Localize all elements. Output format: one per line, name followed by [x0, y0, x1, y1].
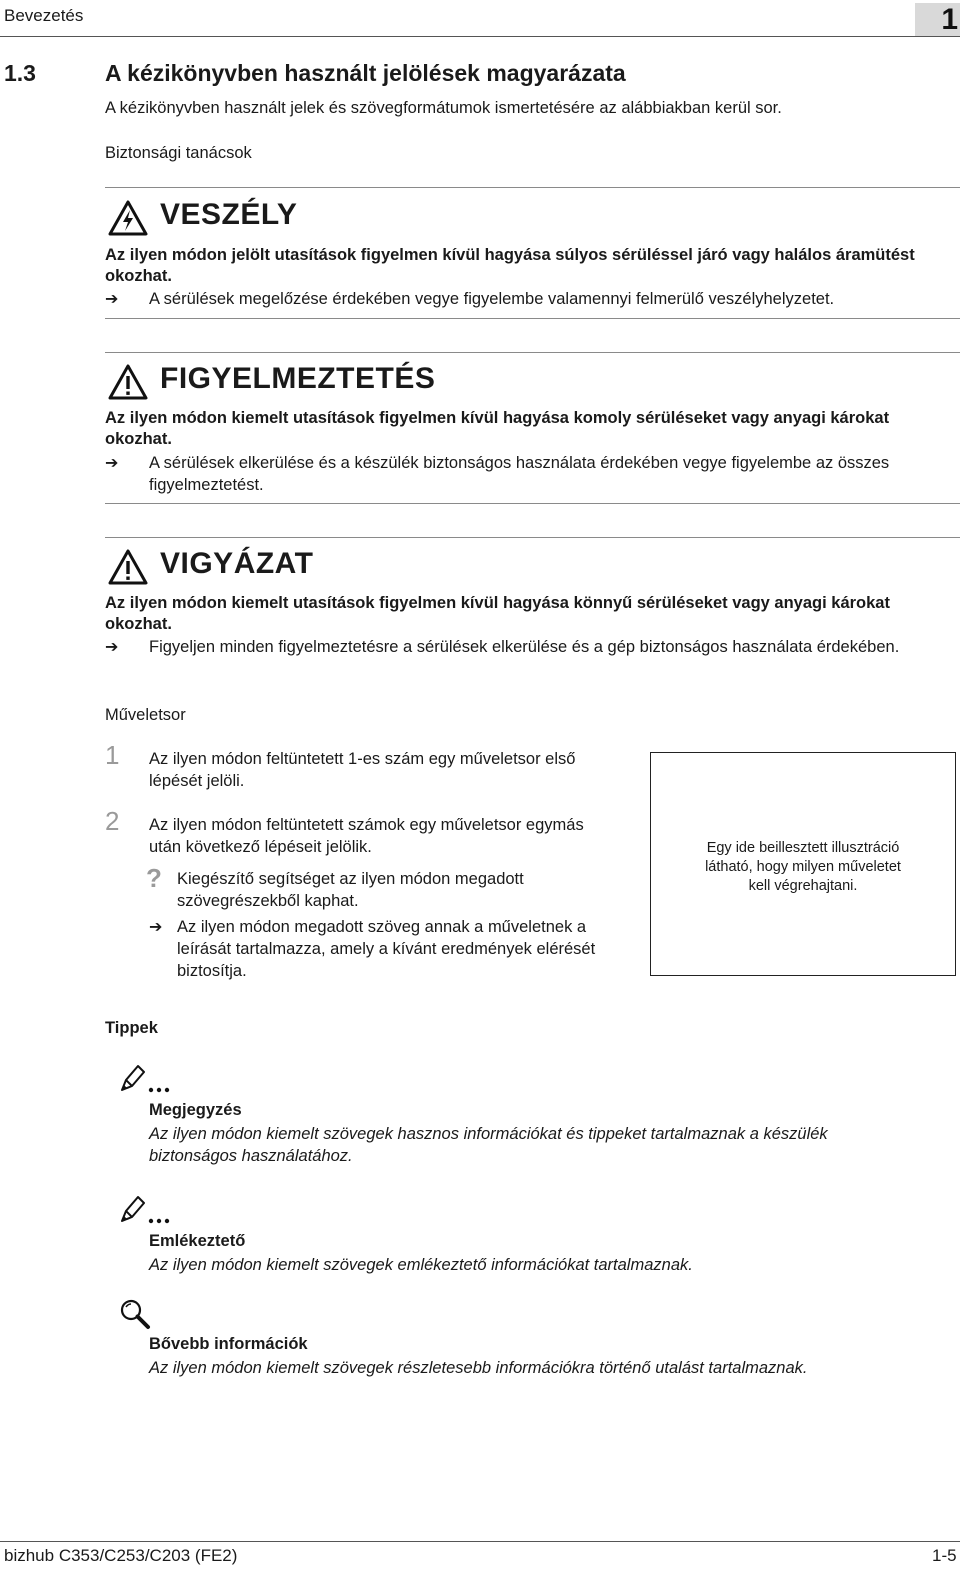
divider — [105, 537, 960, 538]
page-number: 1-5 — [932, 1546, 957, 1565]
procedure-heading: Műveletsor — [105, 706, 186, 724]
divider — [105, 318, 960, 319]
note-line1: Az ilyen módon kiemelt szövegek hasznos információkat és tippeket tartalmaznak a készülék — [149, 1125, 828, 1143]
arrow-icon: ➔ — [149, 919, 163, 936]
reminder-label: Emlékeztető — [149, 1232, 246, 1250]
warning-bullet-line1: A sérülések elkerülése és a készülék biztonságos használata érdekében vegye figyelembe az összes — [149, 454, 890, 472]
arrow-icon: ➔ — [105, 639, 119, 656]
more-info-line1: Az ilyen módon kiemelt szövegek részletesebb információkra történő utalást tartalmaznak. — [149, 1359, 808, 1377]
illustration-line2: látható, hogy milyen műveletet — [705, 859, 901, 875]
illustration-line1: Egy ide beillesztett illusztráció — [706, 840, 900, 856]
warning-bullet-line2: figyelmeztetést. — [149, 476, 264, 494]
chapter-number: 1 — [941, 3, 958, 36]
caution-text-line2: okozhat. — [105, 615, 172, 633]
chapter-number-tab — [915, 3, 960, 36]
note-label: Megjegyzés — [149, 1101, 242, 1119]
step1-line2: lépését jelöli. — [149, 772, 245, 790]
intro-text: A kézikönyvben használt jelek és szövegformátumok ismertetésére az alábbiakban kerül sor. — [105, 99, 782, 117]
result-line3: biztosítja. — [177, 962, 247, 980]
result-line2: leírását tartalmazza, amely a kívánt eredmények elérését — [177, 940, 596, 958]
hint-line2: szövegrészekből kaphat. — [177, 892, 359, 910]
pencil-reminder-icon — [118, 1195, 178, 1225]
caution-bullet: Figyeljen minden figyelmeztetésre a sérülések elkerülése és a gép biztonságos használata érdekében. — [149, 638, 900, 656]
arrow-icon: ➔ — [105, 455, 119, 472]
danger-title: VESZÉLY — [160, 198, 298, 231]
caution-icon — [108, 549, 148, 585]
result-line1: Az ilyen módon megadott szöveg annak a műveletnek a — [177, 918, 587, 936]
footer-divider — [0, 1541, 960, 1542]
illustration-placeholder — [650, 752, 956, 976]
step1-line1: Az ilyen módon feltüntetett 1-es szám egy műveletsor első — [149, 750, 576, 768]
hint-question-icon: ? — [146, 863, 162, 893]
divider — [105, 503, 960, 504]
section-title: A kézikönyvben használt jelölések magyarázata — [105, 60, 626, 86]
step2-line1: Az ilyen módon feltüntetett számok egy műveletsor egymás — [149, 816, 584, 834]
reminder-line1: Az ilyen módon kiemelt szövegek emlékeztető információkat tartalmaznak. — [149, 1256, 693, 1274]
warning-icon — [108, 364, 148, 400]
step2-line2: után következő lépéseit jelölik. — [149, 838, 372, 856]
danger-electric-icon — [108, 200, 148, 236]
warning-title: FIGYELMEZTETÉS — [160, 362, 436, 395]
header-divider — [0, 36, 960, 37]
arrow-icon: ➔ — [105, 291, 119, 308]
divider — [105, 352, 960, 353]
safety-heading: Biztonsági tanácsok — [105, 144, 252, 162]
more-info-label: Bővebb információk — [149, 1335, 308, 1353]
hint-line1: Kiegészítő segítséget az ilyen módon megadott — [177, 870, 524, 888]
pencil-note-icon — [118, 1064, 178, 1094]
warning-text-line2: okozhat. — [105, 430, 172, 448]
note-line2: biztonságos használatához. — [149, 1147, 353, 1165]
illustration-caption — [651, 839, 955, 896]
section-number: 1.3 — [4, 60, 36, 86]
magnifier-icon — [118, 1297, 152, 1331]
caution-text-line1: Az ilyen módon kiemelt utasítások figyelmen kívül hagyása könnyű sérüléseket vagy anyagi károkat — [105, 594, 890, 612]
step-number: 2 — [105, 806, 120, 836]
caution-title: VIGYÁZAT — [160, 547, 314, 580]
danger-bullet: A sérülések megelőzése érdekében vegye figyelembe valamennyi felmerülő veszélyhelyzetet. — [149, 290, 835, 308]
danger-text-line2: okozhat. — [105, 267, 172, 285]
step-number: 1 — [105, 740, 120, 770]
danger-text-line1: Az ilyen módon jelölt utasítások figyelmen kívül hagyása súlyos sérüléssel járó vagy halálos áramütést — [105, 246, 915, 264]
footer-product: bizhub C353/C253/C203 (FE2) — [4, 1546, 238, 1565]
tips-heading: Tippek — [105, 1019, 158, 1037]
divider — [105, 187, 960, 188]
warning-text-line1: Az ilyen módon kiemelt utasítások figyelmen kívül hagyása komoly sérüléseket vagy anyagi károkat — [105, 409, 890, 427]
illustration-line3: kell végrehajtani. — [748, 878, 858, 894]
running-header: Bevezetés — [4, 6, 84, 25]
